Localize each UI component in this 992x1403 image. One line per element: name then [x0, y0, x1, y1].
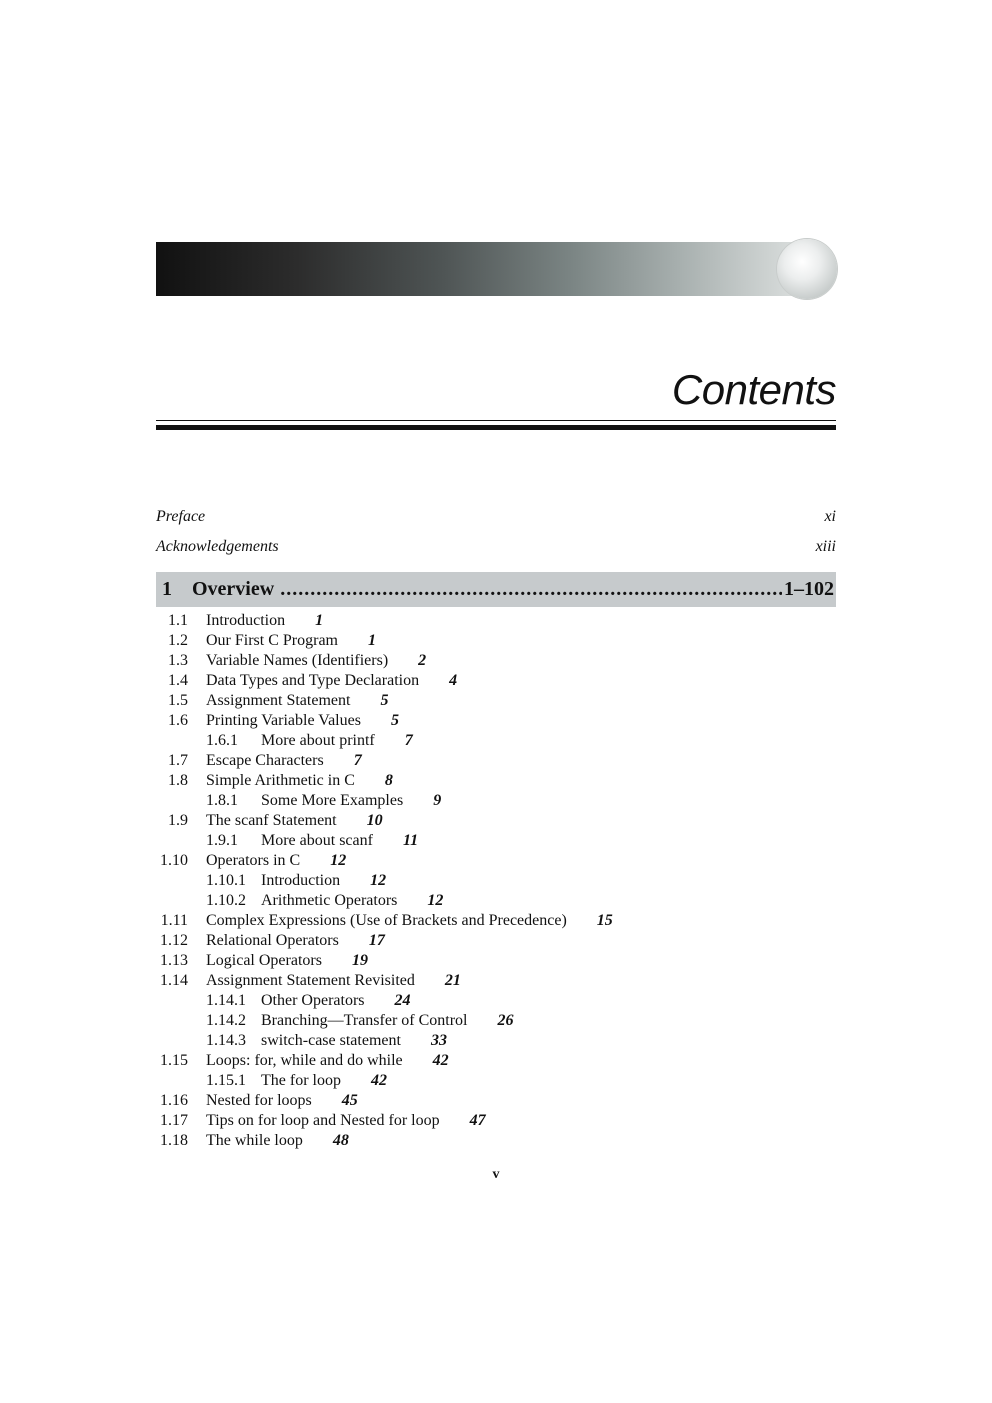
toc-entry-page: 48 [332, 1132, 349, 1149]
toc-entry-title: Relational Operators [206, 932, 339, 949]
front-matter-page: xi [824, 508, 836, 525]
toc-entry[interactable] [156, 1011, 836, 1031]
toc-entry-body [206, 971, 461, 991]
toc-entry-page: 17 [368, 932, 385, 949]
toc-entry-body [261, 831, 418, 851]
header-circle-ornament [777, 239, 837, 299]
toc-entry[interactable] [156, 651, 836, 671]
toc-entry[interactable] [156, 891, 836, 911]
toc-entry-number: 1.9.1 [206, 832, 238, 849]
toc-entry-title: Printing Variable Values [206, 712, 361, 729]
toc-entry-body [261, 791, 441, 811]
toc-entry-body [206, 611, 323, 631]
toc-entry-title: Assignment Statement Revisited [206, 972, 415, 989]
toc-entry-title: Simple Arithmetic in C [206, 772, 355, 789]
toc-entry-page: 26 [497, 1012, 514, 1029]
toc-entry[interactable] [156, 911, 836, 931]
toc-entry-page: 24 [394, 992, 411, 1009]
toc-entry-title: Data Types and Type Declaration [206, 672, 420, 689]
toc-entry-number: 1.17 [160, 1112, 188, 1129]
toc-entry[interactable] [156, 931, 836, 951]
toc-entry-body [261, 871, 386, 891]
toc-entry-number: 1.1 [168, 612, 188, 629]
toc-entry-page: 8 [384, 772, 393, 789]
toc-entry-page: 1 [315, 612, 324, 629]
toc-entry[interactable] [156, 951, 836, 971]
toc-entry-page: 19 [351, 952, 368, 969]
toc-entry-body [206, 671, 457, 691]
toc-entry-page: 2 [418, 652, 427, 669]
toc-entry-body [206, 651, 426, 671]
toc-entry-body [206, 1111, 486, 1131]
toc-entry-page: 42 [370, 1072, 387, 1089]
front-matter-page: xiii [815, 538, 836, 555]
toc-entry-number: 1.6 [168, 712, 188, 729]
toc-entry-body [261, 991, 411, 1011]
toc-entry-title: Branching—Transfer of Control [261, 1012, 468, 1029]
toc-entry-page: 10 [366, 812, 383, 829]
toc-entry-number: 1.13 [160, 952, 188, 969]
toc-entry-page: 12 [427, 892, 444, 909]
toc-entry-page: 45 [341, 1092, 358, 1109]
toc-entry-title: Assignment Statement [206, 692, 351, 709]
toc-entry-number: 1.14.1 [206, 992, 246, 1009]
toc-entry[interactable] [156, 751, 836, 771]
toc-entry[interactable] [156, 1051, 836, 1071]
toc-entry-body [261, 1011, 514, 1031]
toc-entry[interactable] [156, 1031, 836, 1051]
toc-entry[interactable] [156, 631, 836, 651]
toc-entry-number: 1.10.2 [206, 892, 246, 909]
toc-entry-title: The while loop [206, 1132, 303, 1149]
toc-entry-number: 1.18 [160, 1132, 188, 1149]
toc-entry-number: 1.8.1 [206, 792, 238, 809]
toc-entry[interactable] [156, 711, 836, 731]
toc-entry-number: 1.15.1 [206, 1072, 246, 1089]
toc-entry-page: 4 [449, 672, 458, 689]
toc-entry[interactable] [156, 831, 836, 851]
toc-entry-title: Nested for loops [206, 1092, 312, 1109]
toc-entry-number: 1.16 [160, 1092, 188, 1109]
toc-entry-page: 15 [596, 912, 613, 929]
page-title: Contents [671, 366, 836, 413]
front-matter-label: Preface [156, 508, 206, 525]
toc-entry-page: 42 [432, 1052, 449, 1069]
toc-entry-page: 7 [404, 732, 413, 749]
title-rule-thick [156, 425, 836, 430]
toc-entry-number: 1.10 [160, 852, 188, 869]
toc-entry[interactable] [156, 771, 836, 791]
toc-entry-body [261, 891, 443, 911]
toc-entry[interactable] [156, 1111, 836, 1131]
toc-entry-title: Tips on for loop and Nested for loop [206, 1112, 440, 1129]
toc-entry-body [206, 1131, 349, 1151]
toc-entry-number: 1.12 [160, 932, 188, 949]
chapter-heading[interactable] [156, 572, 836, 607]
chapter-title: Overview [192, 578, 275, 600]
toc-entry-number: 1.7 [168, 752, 188, 769]
toc-entry-number: 1.14.3 [206, 1032, 246, 1049]
toc-entry-title: More about printf [261, 732, 375, 749]
toc-entry-body [206, 631, 376, 651]
toc-entry[interactable] [156, 671, 836, 691]
toc-entry-title: Escape Characters [206, 752, 324, 769]
toc-entry-number: 1.3 [168, 652, 188, 669]
toc-entry-body [206, 911, 613, 931]
toc-entry-number: 1.9 [168, 812, 188, 829]
toc-entry-body [206, 1091, 358, 1111]
toc-entry[interactable] [156, 971, 836, 991]
toc-entry-title: Some More Examples [261, 792, 404, 809]
toc-entry-body [206, 951, 368, 971]
toc-entry-number: 1.14.2 [206, 1012, 246, 1029]
toc-entry-number: 1.8 [168, 772, 188, 789]
chapter-page-range: 1–102 [784, 578, 834, 600]
toc-entry-page: 12 [330, 852, 347, 869]
toc-entry-title: Introduction [206, 612, 286, 629]
toc-entry-number: 1.6.1 [206, 732, 238, 749]
front-matter-item-preface[interactable] [156, 508, 836, 526]
toc-entry-title: Other Operators [261, 992, 365, 1009]
dot-leader [280, 578, 782, 601]
toc-entry[interactable] [156, 1071, 836, 1091]
toc-entry-body [261, 1071, 387, 1091]
toc-entry-body [261, 1031, 447, 1051]
toc-entry-number: 1.11 [160, 912, 188, 929]
toc-entry-title: Logical Operators [206, 952, 322, 969]
toc-entry-title: switch-case statement [261, 1032, 401, 1049]
toc-entry-title: Complex Expressions (Use of Brackets and Precedence) [206, 912, 567, 929]
front-matter-label: Acknowledgements [156, 538, 279, 555]
toc-entry[interactable] [156, 851, 836, 871]
toc-entry-page: 33 [430, 1032, 447, 1049]
toc-entry-page: 12 [370, 872, 387, 889]
page-number: v [492, 1167, 500, 1182]
toc-entry-title: The for loop [261, 1072, 341, 1089]
toc-entry[interactable] [156, 871, 836, 891]
header-gradient-band [156, 242, 796, 296]
toc-entry-title: Our First C Program [206, 632, 338, 649]
toc-entry-page: 1 [368, 632, 376, 649]
toc-entry[interactable] [156, 731, 836, 751]
toc-entry-page: 7 [353, 752, 362, 769]
toc-entry-title: More about scanf [261, 832, 373, 849]
toc-entry-body [206, 751, 362, 771]
toc-entry-body [206, 711, 399, 731]
toc-entry-number: 1.2 [168, 632, 188, 649]
toc-entry-page: 21 [444, 972, 461, 989]
toc-entry[interactable] [156, 1091, 836, 1111]
toc-entry[interactable] [156, 791, 836, 811]
front-matter-item-acknowledgements[interactable] [156, 538, 836, 556]
toc-entry-title: Introduction [261, 872, 341, 889]
toc-entry-page: 47 [469, 1112, 486, 1129]
toc-entry-number: 1.15 [160, 1052, 188, 1069]
toc-entry-page: 9 [433, 792, 442, 809]
toc-entry-title: The scanf Statement [206, 812, 337, 829]
toc-entry-page: 5 [380, 692, 389, 709]
toc-entry[interactable] [156, 1131, 836, 1151]
toc-entry-body [206, 691, 388, 711]
toc-entry-title: Operators in C [206, 852, 301, 869]
toc-entry[interactable] [156, 811, 836, 831]
toc-entry[interactable] [156, 991, 836, 1011]
toc-entry[interactable] [156, 611, 836, 631]
toc-entry-number: 1.10.1 [206, 872, 246, 889]
toc-entry-body [206, 931, 385, 951]
toc-entry-number: 1.5 [168, 692, 188, 709]
toc-entry-title: Arithmetic Operators [261, 892, 398, 909]
toc-entry-number: 1.14 [160, 972, 188, 989]
toc-entry-title: Variable Names (Identifiers) [206, 652, 389, 669]
title-rule-thin [156, 420, 836, 421]
toc-entry-page: 5 [390, 712, 399, 729]
toc-entry-title: Loops: for, while and do while [206, 1052, 403, 1069]
toc-entry[interactable] [156, 691, 836, 711]
toc-entry-body [206, 851, 346, 871]
toc-list [156, 611, 836, 1151]
chapter-number: 1 [162, 578, 172, 600]
toc-entry-body [206, 771, 393, 791]
toc-entry-body [206, 1051, 449, 1071]
toc-entry-body [206, 811, 383, 831]
toc-entry-number: 1.4 [168, 672, 188, 689]
toc-entry-body [261, 731, 413, 751]
toc-entry-page: 11 [402, 832, 419, 849]
